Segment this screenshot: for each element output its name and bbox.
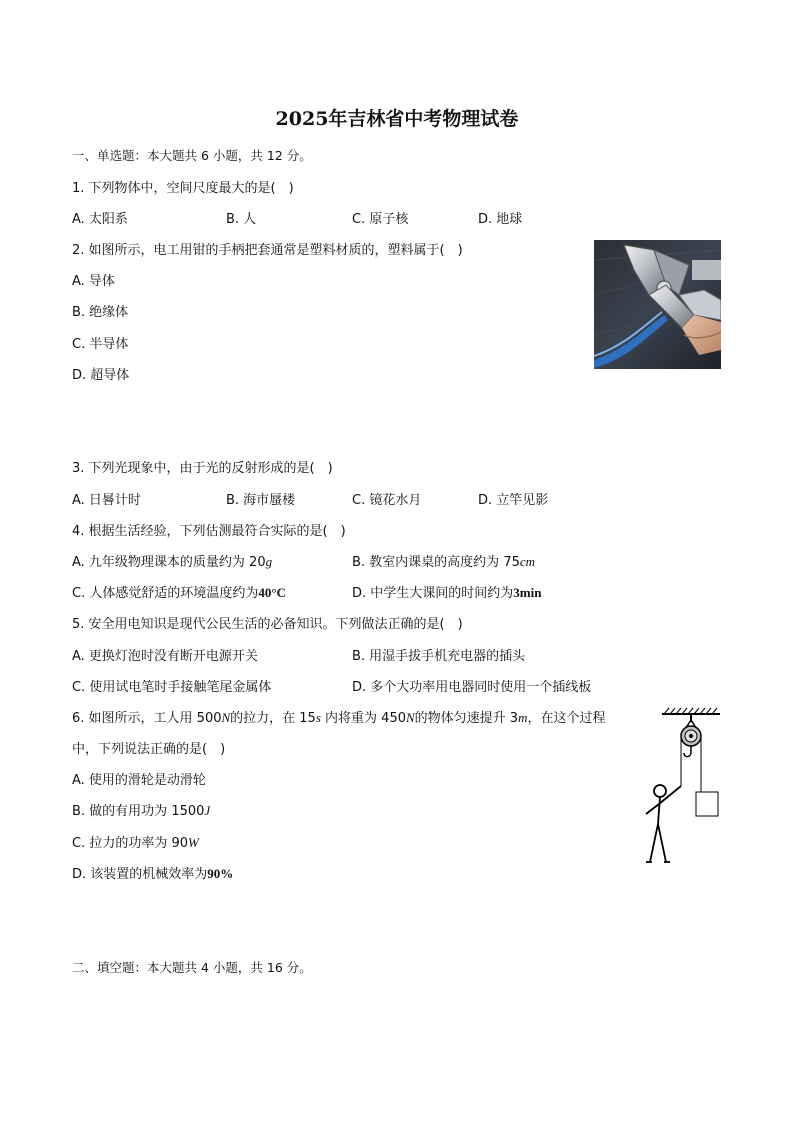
stem-part: ，在这个过程 bbox=[527, 711, 606, 726]
question-6-option-c bbox=[72, 832, 199, 851]
pliers-photo-icon bbox=[594, 240, 721, 369]
unit: cm bbox=[519, 554, 536, 569]
question-1-option-a: A. 太阳系 bbox=[72, 212, 128, 227]
question-1-stem: 1. 下列物体中，空间尺度最大的是( ) bbox=[72, 181, 294, 196]
unit: g bbox=[265, 554, 273, 569]
section-heading-fill-in: 二、填空题：本大题共 4 小题，共 16 分。 bbox=[72, 960, 312, 975]
section-heading-single-choice: 一、单选题：本大题共 6 小题，共 12 分。 bbox=[72, 148, 312, 163]
value: 40°C bbox=[258, 585, 286, 600]
unit: J bbox=[204, 803, 211, 818]
question-2-stem: 2. 如图所示，电工用钳的手柄把套通常是塑料材质的，塑料属于( ) bbox=[72, 243, 463, 258]
question-3-option-d: D. 立竿见影 bbox=[478, 493, 549, 508]
option-text: C. 拉力的功率为 90 bbox=[72, 836, 189, 851]
question-5-option-c: C. 使用试电笔时手接触笔尾金属体 bbox=[72, 680, 272, 695]
question-2-option-b: B. 绝缘体 bbox=[72, 305, 129, 320]
question-2-option-d: D. 超导体 bbox=[72, 368, 130, 383]
option-text: D. 中学生大课间的时间约为 bbox=[352, 586, 514, 601]
question-4-option-b bbox=[352, 551, 535, 570]
question-4-option-c bbox=[72, 582, 286, 601]
pulley-diagram-icon bbox=[636, 706, 726, 866]
value: 3min bbox=[513, 585, 542, 600]
value: 90% bbox=[207, 866, 234, 881]
unit: W bbox=[188, 835, 199, 850]
page-title: 2025年吉林省中考物理试卷 bbox=[275, 108, 519, 130]
question-5-option-b: B. 用湿手拔手机充电器的插头 bbox=[352, 649, 526, 664]
question-5-stem: 5. 安全用电知识是现代公民生活的必备知识。下列做法正确的是( ) bbox=[72, 617, 463, 632]
question-4-stem: 4. 根据生活经验，下列估测最符合实际的是( ) bbox=[72, 524, 346, 539]
question-2-option-c: C. 半导体 bbox=[72, 337, 129, 352]
option-text: A. 使用的滑轮是动滑轮 bbox=[72, 773, 206, 788]
stem-part: 内将重为 450 bbox=[320, 711, 406, 726]
stem-part: 6. 如图所示，工人用 500 bbox=[72, 711, 222, 726]
question-3-option-c: C. 镜花水月 bbox=[352, 493, 422, 508]
option-text: C. 人体感觉舒适的环境温度约为 bbox=[72, 586, 259, 601]
question-4-option-a bbox=[72, 551, 272, 570]
option-text: B. 做的有用功为 1500 bbox=[72, 804, 205, 819]
option-text: D. 该装置的机械效率为 bbox=[72, 867, 208, 882]
stem-part: 的拉力，在 15 bbox=[230, 711, 316, 726]
option-text: B. 教室内课桌的高度约为 75 bbox=[352, 555, 520, 570]
question-1-option-d: D. 地球 bbox=[478, 212, 523, 227]
unit: m bbox=[518, 710, 528, 725]
question-6-stem-line-1 bbox=[72, 707, 605, 726]
question-6-option-b bbox=[72, 800, 210, 819]
question-3-option-b: B. 海市蜃楼 bbox=[226, 493, 296, 508]
question-6-option-d bbox=[72, 863, 233, 882]
question-6-option-a bbox=[72, 769, 206, 788]
question-3-stem: 3. 下列光现象中，由于光的反射形成的是( ) bbox=[72, 461, 333, 476]
question-5-option-d: D. 多个大功率用电器同时使用一个插线板 bbox=[352, 680, 592, 695]
stem-part: 的物体匀速提升 3 bbox=[414, 711, 519, 726]
option-text: A. 九年级物理课本的质量约为 20 bbox=[72, 555, 266, 570]
question-1-option-b: B. 人 bbox=[226, 212, 257, 227]
question-2-option-a: A. 导体 bbox=[72, 274, 115, 289]
question-4-option-d bbox=[352, 582, 541, 601]
question-3-option-a: A. 日晷计时 bbox=[72, 493, 141, 508]
unit: N bbox=[221, 710, 231, 725]
unit: s bbox=[315, 710, 321, 725]
question-1-option-c: C. 原子核 bbox=[352, 212, 409, 227]
unit: N bbox=[405, 710, 415, 725]
question-6-stem-line-2: 中，下列说法正确的是( ) bbox=[72, 742, 226, 757]
question-5-option-a: A. 更换灯泡时没有断开电源开关 bbox=[72, 649, 258, 664]
